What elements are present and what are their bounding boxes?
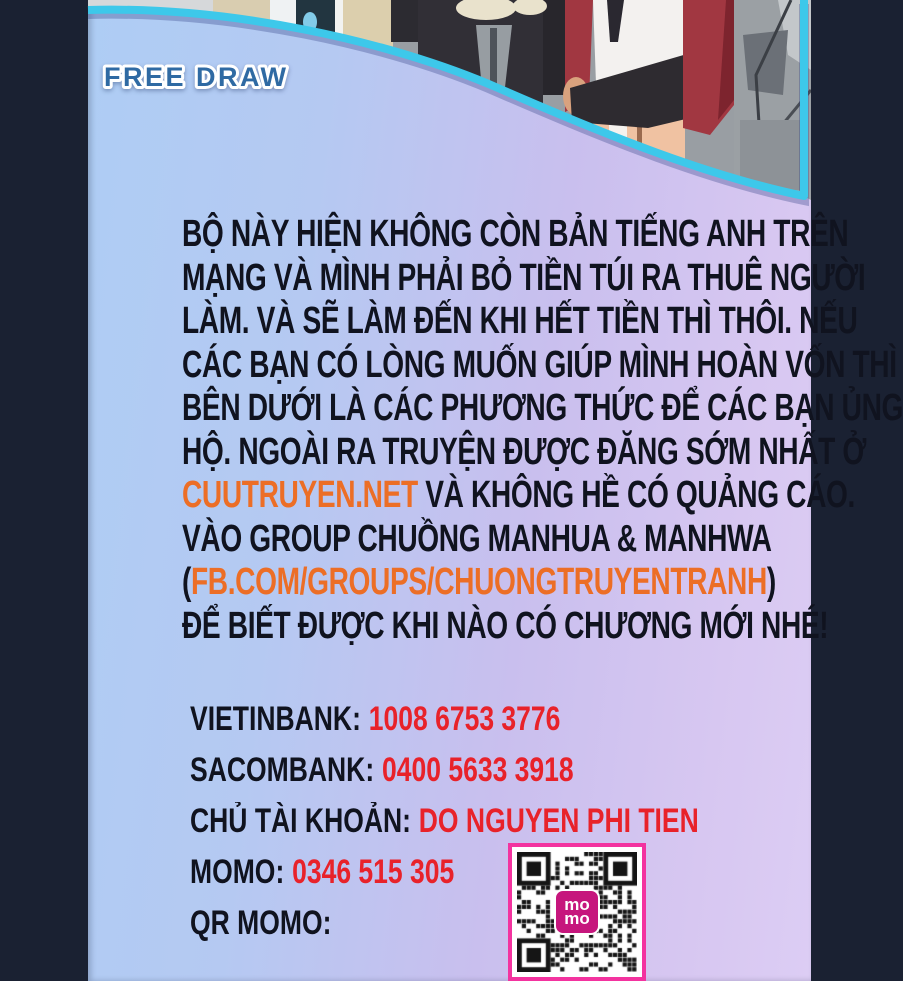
message-line (181, 387, 903, 431)
message-line (181, 474, 855, 518)
message-line (181, 213, 849, 257)
bank-label: SACOMBANK: (190, 751, 375, 789)
momo-logo (554, 889, 600, 935)
momo-number: 0346 515 305 (292, 853, 455, 891)
message-text: VÀO GROUP CHUỒNG MANHUA & MANHWA (181, 517, 772, 560)
facebook-group-link[interactable]: FB.COM/GROUPS/CHUONGTRUYENTRANH (190, 561, 767, 603)
message-text: VÀ KHÔNG HỀ CÓ QUẢNG CÁO. (417, 474, 855, 516)
message-text: LÀM. VÀ SẼ LÀM ĐẾN KHI HẾT TIỀN THÌ THÔI. NẾU (181, 300, 858, 342)
bank-row-sacombank (190, 745, 699, 796)
account-number: 1008 6753 3776 (368, 700, 561, 738)
suit-man-figure (418, 0, 565, 160)
manga-panel-art (88, 0, 811, 212)
cuutruyen-link[interactable]: CUUTRUYEN.NET (181, 474, 418, 516)
message-text: ( (181, 561, 191, 603)
momo-logo-text: mo (564, 909, 590, 928)
message-text: ) (766, 561, 776, 603)
account-holder-name: DO NGUYEN PHI TIEN (418, 802, 699, 840)
bank-row-account-holder (190, 796, 699, 847)
momo-logo-text: mo (564, 895, 590, 914)
account-number: 0400 5633 3918 (381, 751, 574, 789)
message-text: ĐỂ BIẾT ĐƯỢC KHI NÀO CÓ CHƯƠNG MỚI NHÉ! (181, 604, 829, 647)
message-line (181, 561, 776, 605)
message-line (181, 256, 866, 301)
bank-label: CHỦ TÀI KHOẢN: (190, 802, 411, 840)
free-draw-label: FREE DRAW (104, 62, 289, 92)
credit-message (88, 213, 903, 648)
message-line (181, 517, 772, 562)
bank-row-vietinbank (190, 694, 699, 745)
message-line (181, 343, 897, 388)
message-text: CÁC BẠN CÓ LÒNG MUỐN GIÚP MÌNH HOÀN VỐN THÌ (181, 343, 897, 386)
message-text: HỘ. NGOÀI RA TRUYỆN ĐƯỢC ĐĂNG SỚM NHẤT Ở (181, 430, 867, 473)
message-text: BỘ NÀY HIỆN KHÔNG CÒN BẢN TIẾNG ANH TRÊN (181, 213, 849, 255)
free-draw-logo (98, 50, 338, 100)
message-text: MẠNG VÀ MÌNH PHẢI BỎ TIỀN TÚI RA THUÊ NGƯỜI (181, 256, 866, 299)
bank-label: QR MOMO: (190, 904, 332, 942)
message-line (181, 430, 867, 475)
message-line (181, 300, 858, 344)
message-line (181, 604, 829, 649)
bank-label: VIETINBANK: (190, 700, 361, 738)
message-text: BÊN DƯỚI LÀ CÁC PHƯƠNG THỨC ĐỂ CÁC BẠN ỦNG (181, 387, 903, 429)
credit-card-panel (88, 0, 903, 981)
bank-label: MOMO: (190, 853, 285, 891)
momo-qr-code (508, 843, 646, 981)
